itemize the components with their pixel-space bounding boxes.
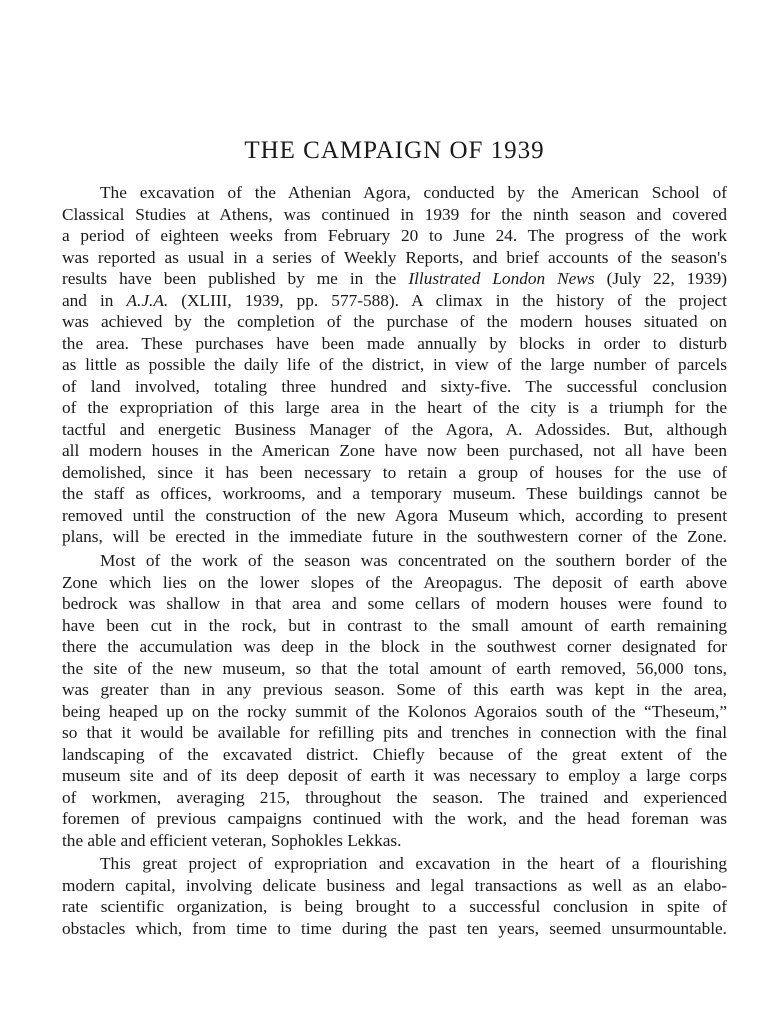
- text-line: the able and efficient veteran, Sophokles Lekkas.: [62, 830, 402, 850]
- text-line: have been cut in the rock, but in contrast to the small amount of earth remaining: [62, 615, 727, 635]
- text-line-mixed: [62, 268, 727, 290]
- text-line: museum site and of its deep deposit of earth it was necessary to employ a large corps: [62, 766, 727, 785]
- paragraph-1: [62, 182, 727, 548]
- text-line: of the expropriation of this large area in the heart of the city is a triumph for the: [62, 398, 727, 417]
- text-line: all modern houses in the American Zone have now been purchased, not all have been: [62, 441, 727, 460]
- text-line: Classical Studies at Athens, was continued in 1939 for the ninth season and covered: [62, 204, 727, 224]
- text-line: of workmen, averaging 215, throughout the season. The trained and experienced: [62, 787, 727, 807]
- text-line: demolished, since it has been necessary to retain a group of houses for the use of: [62, 462, 727, 482]
- text-line: This great project of expropriation and excavation in the heart of a flourishing: [100, 854, 727, 873]
- text-run: (July 22, 1939): [606, 269, 727, 288]
- text-line: removed until the construction of the new Agora Museum which, according to present: [62, 505, 727, 525]
- paragraph-3: [62, 853, 727, 939]
- text-line: Most of the work of the season was concentrated on the southern border of the: [100, 551, 727, 570]
- text-line: was greater than in any previous season. Some of this earth was kept in the area,: [62, 680, 727, 699]
- text-line: bedrock was shallow in that area and some cellars of modern houses were found to: [62, 594, 727, 613]
- italic-abbrev: A.J.A.: [126, 290, 169, 310]
- text-line: a period of eighteen weeks from February 20 to June 24. The progress of the work: [62, 226, 727, 245]
- text-run: results have been published by me in the: [62, 269, 397, 288]
- text-line: was reported as usual in a series of Weekly Reports, and brief accounts of the season's: [62, 247, 727, 267]
- document-page: [62, 0, 727, 1024]
- text-line: the area. These purchases have been made annually by blocks in order to disturb: [62, 333, 727, 353]
- text-line: the site of the new museum, so that the total amount of earth removed, 56,000 tons,: [62, 658, 727, 678]
- text-line: being heaped up on the rocky summit of the Kolonos Agoraios south of the “Theseum,”: [62, 701, 727, 721]
- page-title: THE CAMPAIGN OF 1939: [244, 137, 545, 164]
- text-line: was achieved by the completion of the purchase of the modern houses situated on: [62, 312, 727, 331]
- text-line: plans, will be erected in the immediate future in the southwestern corner of the Zone.: [62, 527, 727, 546]
- text-line: The excavation of the Athenian Agora, conducted by the American School of: [100, 183, 727, 202]
- text-line: Zone which lies on the lower slopes of the Areopagus. The deposit of earth above: [62, 572, 727, 592]
- text-line: so that it would be available for refilling pits and trenches in connection with the final: [62, 723, 727, 742]
- text-line: foremen of previous campaigns continued with the work, and the head foreman was: [62, 809, 727, 828]
- text-line: modern capital, involving delicate business and legal transactions as well as an elabo-: [62, 875, 727, 895]
- text-line: tactful and energetic Business Manager of the Agora, A. Adossides. But, although: [62, 419, 727, 439]
- text-line: rate scientific organization, is being brought to a successful conclusion in spite of: [62, 897, 727, 916]
- paragraph-2: [62, 550, 727, 851]
- text-line: there the accumulation was deep in the block in the southwest corner designated for: [62, 637, 727, 656]
- italic-title: Illustrated London News: [408, 269, 595, 288]
- text-line-mixed: [62, 290, 727, 312]
- text-line: as little as possible the daily life of the district, in view of the large number of parcels: [62, 355, 727, 374]
- text-line: obstacles which, from time to time during the past ten years, seemed unsurmountable.: [62, 918, 727, 938]
- text-run: (XLIII, 1939, pp. 577-588). A climax in the history of the project: [181, 290, 727, 310]
- text-run: and in: [62, 290, 114, 310]
- text-line: of land involved, totaling three hundred and sixty-five. The successful conclusion: [62, 376, 727, 396]
- text-line: the staff as offices, workrooms, and a temporary museum. These buildings cannot be: [62, 484, 727, 503]
- text-line: landscaping of the excavated district. Chiefly because of the great extent of the: [62, 744, 727, 764]
